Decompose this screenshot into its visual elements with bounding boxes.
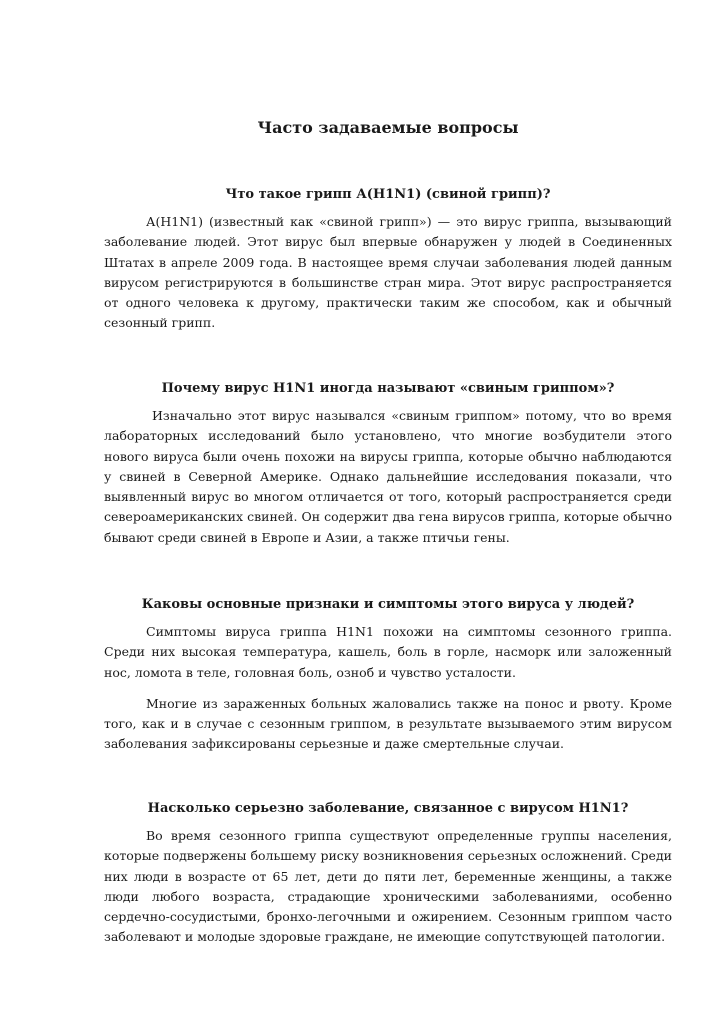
- faq-section-4: [104, 800, 672, 948]
- section-question: Насколько серьезно заболевание, связанное с вирусом H1N1?: [147, 801, 629, 816]
- section-question: Каковы основные признаки и симптомы этого вируса у людей?: [141, 597, 635, 612]
- section-question: Почему вирус H1N1 иногда называют «свиным гриппом»?: [161, 381, 615, 396]
- faq-section-2: [104, 380, 672, 548]
- faq-section-3: [104, 596, 672, 755]
- page-title: Часто задаваемые вопросы: [257, 118, 519, 137]
- section-question: Что такое грипп А(H1N1) (свиной грипп)?: [225, 187, 551, 202]
- section-paragraph: Многие из зараженных больных жаловались также на понос и рвоту. Кроме того, как и в случае с сезонным гриппом, в результате вызываемого этим вирусом заболевания зафиксированы серьезные и даже смертельные случаи.: [104, 695, 672, 752]
- section-paragraph: Изначально этот вирус назывался «свиным гриппом» потому, что во время лабораторных исследований было установлено, что многие возбудители этого нового вируса были очень похожи на вирусы гриппа, которые обычно наблюдаются у свиней в Северной Америке. Однако дальнейшие исследования показали, что выявленный вирус во многом отличается от того, который распространяется среди североамериканских свиней. Он содержит два гена вирусов гриппа, которые обычно бывают среди свиней в Европе и Азии, а также птичьи гены.: [104, 408, 672, 545]
- section-paragraph: Во время сезонного гриппа существуют определенные группы населения, которые подвержены большему риску возникновения серьезных осложнений. Среди них люди в возрасте от 65 лет, дети до пяти лет, беременные женщины, а также люди любого возраста, страдающие хроническими заболеваниями, особенно сердечно-сосудистыми, бронхо-легочными и ожирением. Сезонным гриппом часто заболевают и молодые здоровые граждане, не имеющие сопутствующей патологии.: [104, 828, 672, 945]
- faq-section-1: [104, 186, 672, 334]
- section-paragraph: Симптомы вируса гриппа H1N1 похожи на симптомы сезонного гриппа. Среди них высокая температура, кашель, боль в горле, насморк или заложенный нос, ломота в теле, головная боль, озноб и чувство усталости.: [104, 624, 672, 680]
- section-paragraph: А(H1N1) (известный как «свиной грипп») — это вирус гриппа, вызывающий заболевание людей. Этот вирус был впервые обнаружен у людей в Соединенных Штатах в апреле 2009 года. В настоящее время случаи заболевания людей данным вирусом регистрируются в большинстве стран мира. Этот вирус распространяется от одного человека к другому, практически таким же способом, как и обычный сезонный грипп.: [104, 214, 672, 331]
